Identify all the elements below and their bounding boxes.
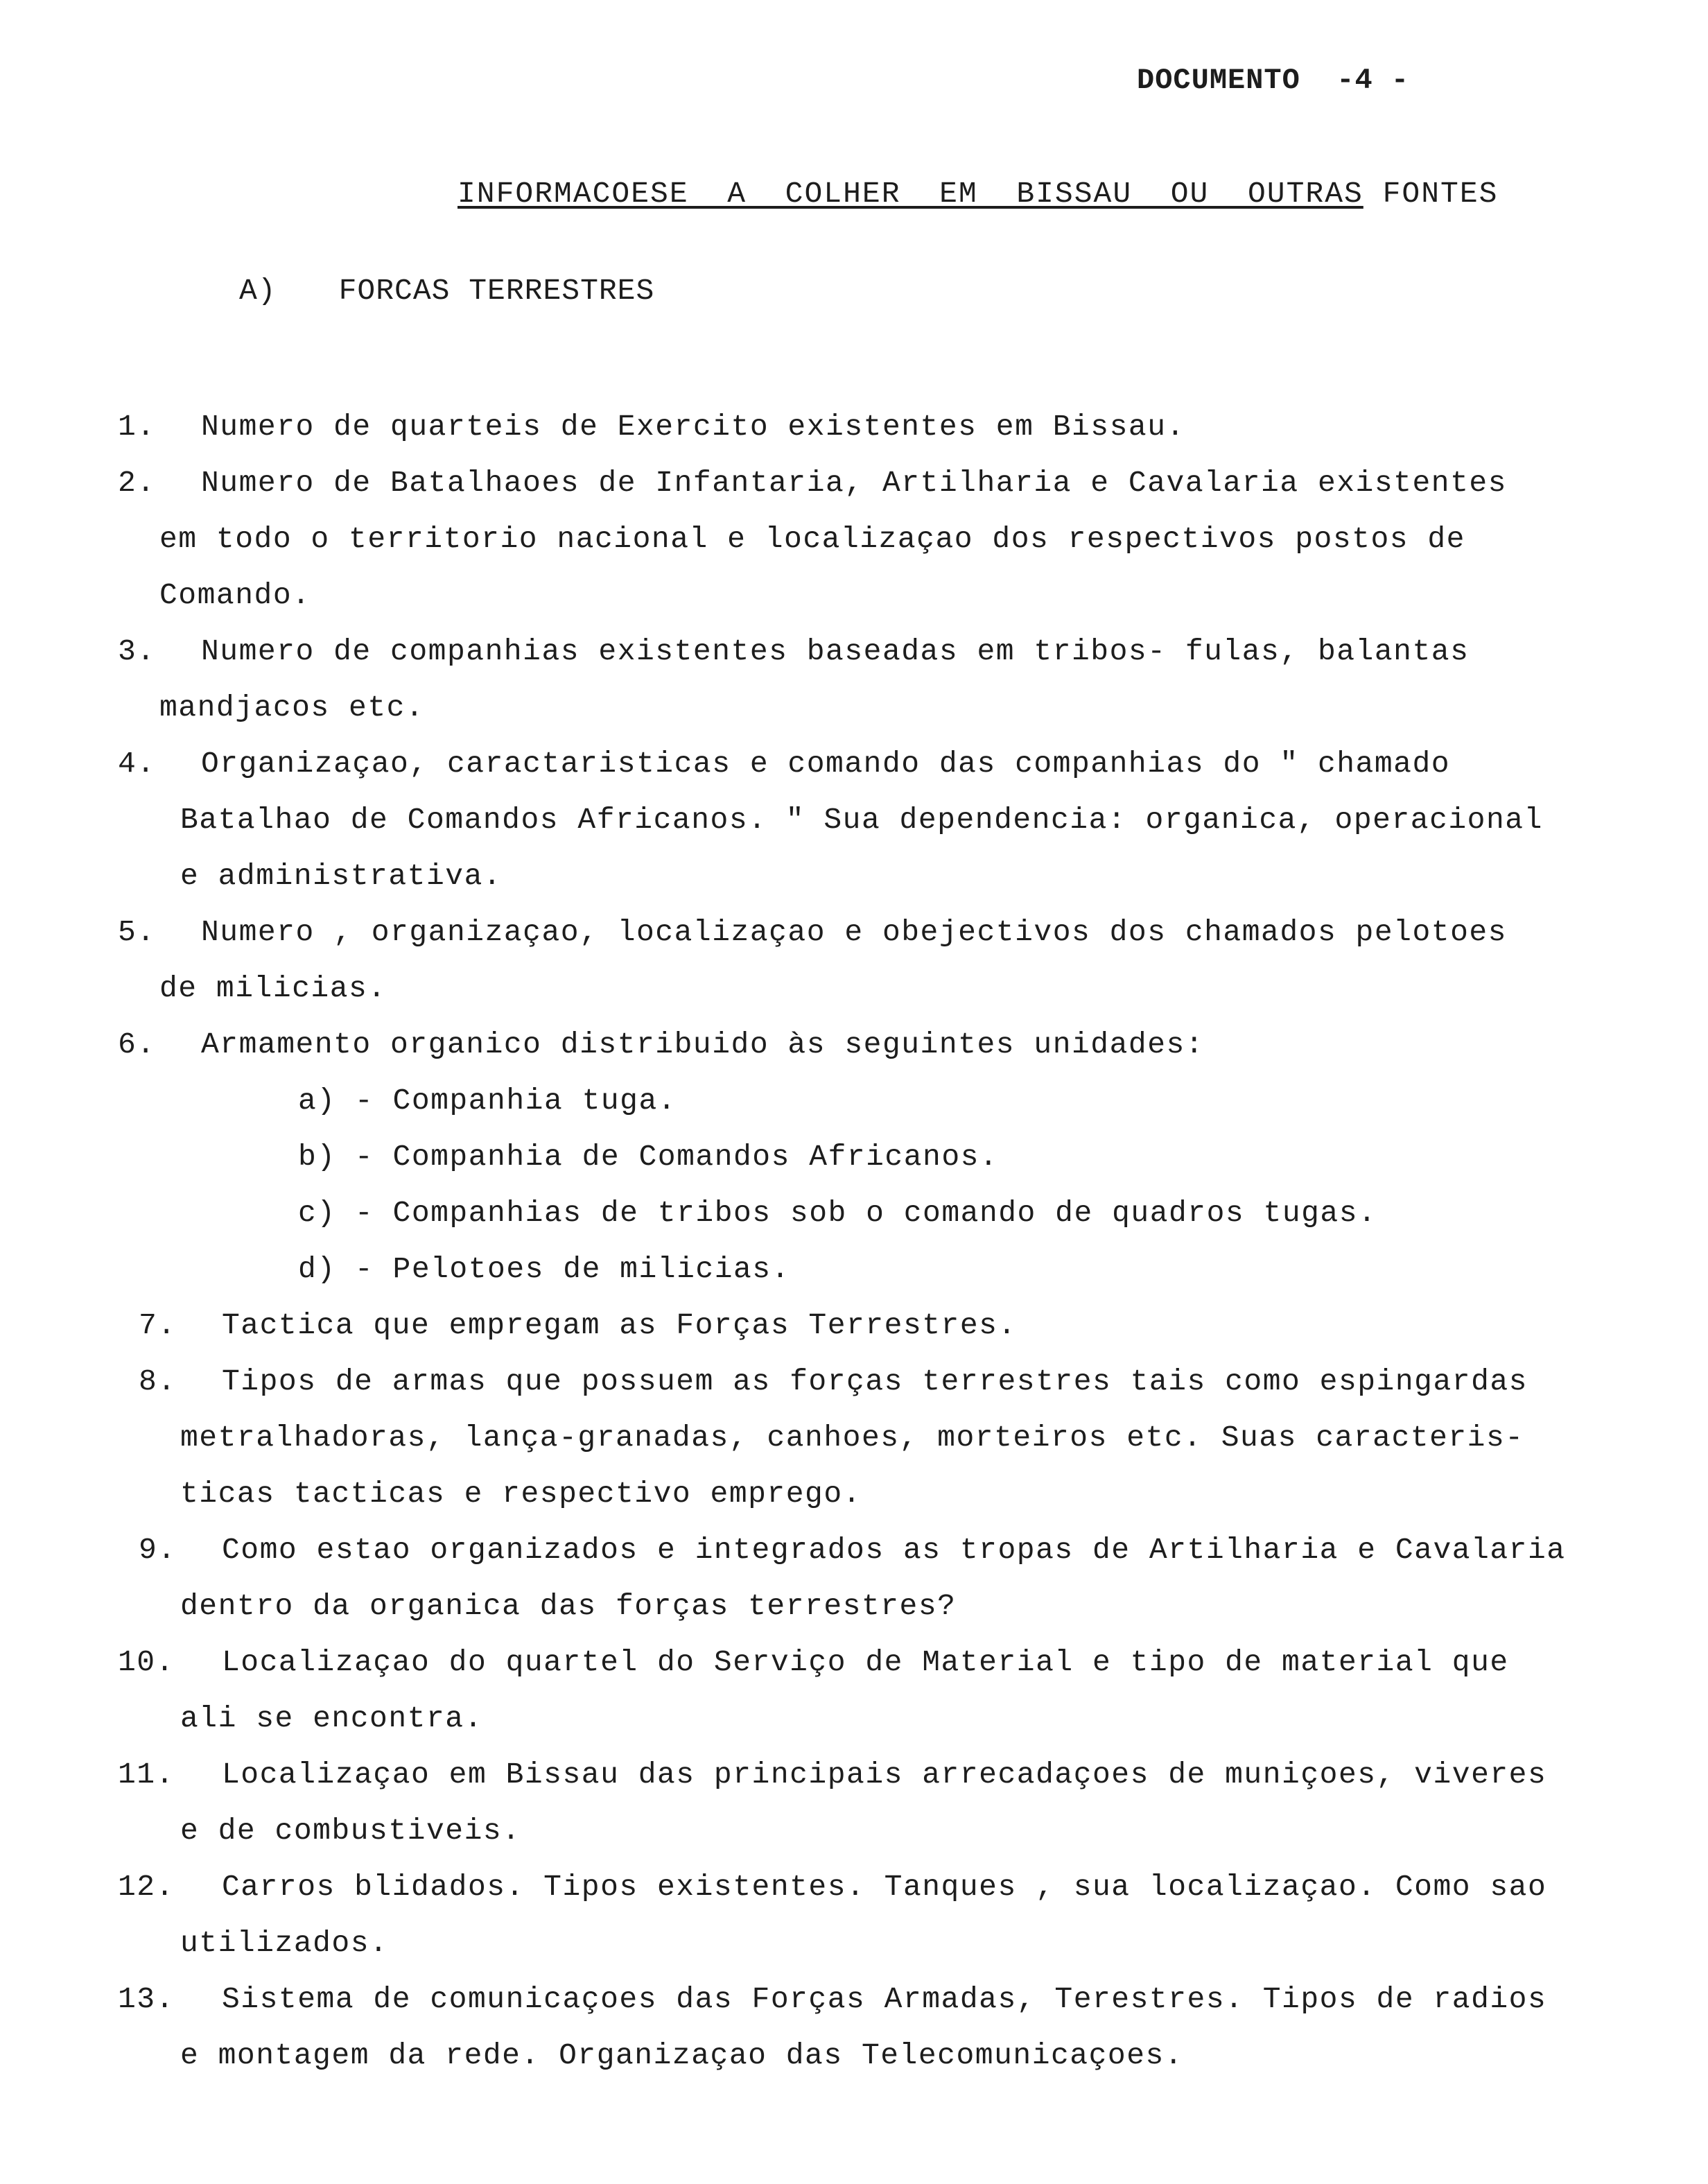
- item-text-continued: utilizados.: [180, 1926, 389, 1960]
- item-number: 5.: [118, 915, 156, 949]
- item-text-continued: em todo o territorio nacional e localizaçao dos respectivos postos de: [159, 522, 1465, 556]
- item-text: Localizaçao em Bissau das principais arrecadaçoes de muniçoes, viveres: [222, 1758, 1547, 1792]
- item-text: Armamento organico distribuido às seguintes unidades:: [201, 1028, 1205, 1061]
- item-text-continued: metralhadoras, lança-granadas, canhoes, morteiros etc. Suas caracteris-: [180, 1421, 1524, 1455]
- item-text: Numero de Batalhaoes de Infantaria, Artilharia e Cavalaria existentes: [201, 466, 1507, 500]
- list-item: [118, 399, 1691, 455]
- item-number: 2.: [118, 466, 156, 500]
- item-number: 4.: [118, 747, 156, 781]
- item-text-continued: mandjacos etc.: [159, 691, 425, 725]
- item-text-continued: e administrativa.: [180, 859, 503, 893]
- item-text: Sistema de comunicaçoes das Forças Armadas, Terestres. Tipos de radios: [222, 1982, 1547, 2016]
- list-item: [118, 1353, 1691, 1522]
- sub-list-item: a) - Companhia tuga.: [298, 1084, 677, 1118]
- list-item: [118, 1634, 1691, 1747]
- item-text: Carros blidados. Tipos existentes. Tanques , sua localizaçao. Como sao: [222, 1870, 1547, 1904]
- item-number: 8.: [139, 1364, 177, 1398]
- item-number: 7.: [139, 1308, 177, 1342]
- item-text: Organizaçao, caractaristicas e comando das companhias do " chamado: [201, 747, 1451, 781]
- item-text: Tactica que empregam as Forças Terrestres.: [222, 1308, 1017, 1342]
- document-title-underlined: INFORMACOESE A COLHER EM BISSAU OU OUTRAS: [458, 177, 1363, 211]
- item-text-continued: ticas tacticas e respectivo emprego.: [180, 1477, 862, 1511]
- item-text-continued: ali se encontra.: [180, 1701, 483, 1735]
- item-text-continued: de milicias.: [159, 971, 387, 1005]
- item-text-continued: dentro da organica das forças terrestres?: [180, 1589, 957, 1623]
- list-item: [118, 1859, 1691, 1971]
- item-number: 12.: [118, 1870, 175, 1904]
- list-item: [118, 1016, 1691, 1073]
- list-item: [118, 1297, 1691, 1353]
- sub-list-item: d) - Pelotoes de milicias.: [298, 1252, 790, 1286]
- item-text-continued: e de combustiveis.: [180, 1814, 521, 1848]
- sub-list: [118, 1073, 1691, 1297]
- item-text: Localizaçao do quartel do Serviço de Material e tipo de material que: [222, 1645, 1509, 1679]
- list-item: [118, 455, 1691, 623]
- section-heading: [239, 274, 654, 308]
- item-text: Numero de companhias existentes baseadas em tribos- fulas, balantas: [201, 634, 1470, 668]
- section-letter: A): [239, 274, 277, 308]
- item-number: 10.: [118, 1645, 175, 1679]
- section-title: FORCAS TERRESTRES: [338, 274, 655, 308]
- item-text-continued: Comando.: [159, 578, 311, 612]
- sub-list-item: c) - Companhias de tribos sob o comando de quadros tugas.: [298, 1196, 1377, 1230]
- item-text-continued: e montagem da rede. Organizaçao das Telecomunicaçoes.: [180, 2038, 1184, 2072]
- list-item: [118, 904, 1691, 1016]
- item-number: 9.: [139, 1533, 177, 1567]
- item-number: 6.: [118, 1028, 156, 1061]
- item-text: Numero , organizaçao, localizaçao e obejectivos dos chamados pelotoes: [201, 915, 1507, 949]
- item-number: 11.: [118, 1758, 175, 1792]
- list-item: [118, 1522, 1691, 1634]
- list-item: [118, 1971, 1691, 2083]
- item-number: 3.: [118, 634, 156, 668]
- item-text: Numero de quarteis de Exercito existentes em Bissau.: [201, 410, 1185, 444]
- item-number: 13.: [118, 1982, 175, 2016]
- list-item: [118, 623, 1691, 736]
- item-number: 1.: [118, 410, 156, 444]
- item-text: Tipos de armas que possuem as forças terrestres tais como espingardas: [222, 1364, 1528, 1398]
- document-title-tail: FONTES: [1382, 177, 1499, 211]
- sub-list-item: b) - Companhia de Comandos Africanos.: [298, 1140, 999, 1174]
- document-title: [458, 177, 1498, 211]
- list-item: [118, 1747, 1691, 1859]
- question-list: [118, 399, 1691, 2083]
- list-item: [118, 736, 1691, 904]
- item-text: Como estao organizados e integrados as tropas de Artilharia e Cavalaria: [222, 1533, 1566, 1567]
- document-number: DOCUMENTO -4 -: [1137, 64, 1410, 97]
- item-text-continued: Batalhao de Comandos Africanos. " Sua dependencia: organica, operacional: [180, 803, 1543, 837]
